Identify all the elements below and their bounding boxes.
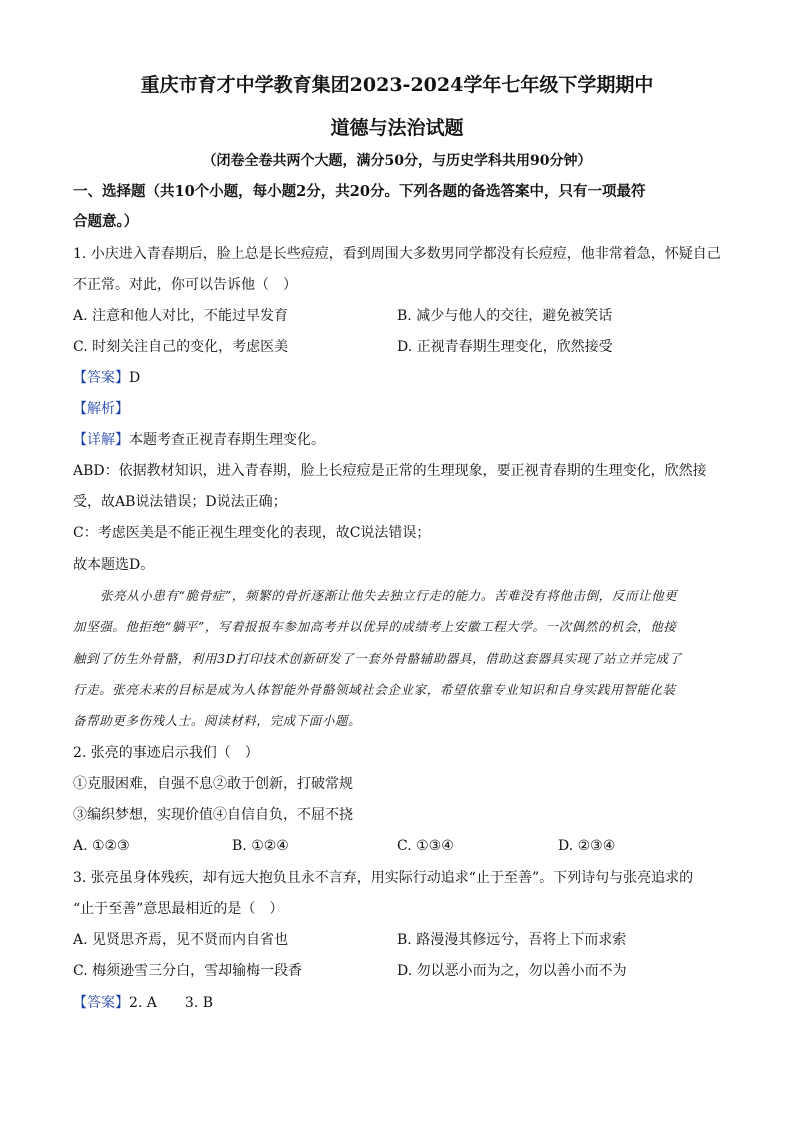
q3-answer [73, 993, 213, 1013]
q2-items-line1: ①克服困难，自强不息②敢于创新，打破常规 [73, 776, 353, 792]
detail-label: 【详解】 [73, 432, 129, 448]
passage-line3: 触到了仿生外骨骼，利用3D打印技术创新研发了一套外骨骼辅助器具，借助这套器具实现了站立并完成了 [73, 651, 682, 666]
answer-label: 【答案】 [73, 995, 129, 1011]
section1-heading-line1: 一、选择题（共10个小题，每小题2分，共20分。下列各题的备选答案中，只有一项最符 [73, 183, 646, 200]
q1-explanation-line2: 受，故AB说法错误；D说法正确； [73, 494, 287, 510]
analysis-label: 【解析】 [73, 401, 129, 417]
q2-option-d: D. ②③④ [558, 838, 616, 854]
answer-value: 2. A 3. B [129, 995, 214, 1011]
q1-explanation-line3: C：考虑医美是不能正视生理变化的表现，故C说法错误； [73, 525, 431, 541]
q1-option-c: C. 时刻关注自己的变化，考虑医美 [73, 339, 289, 355]
exam-note: （闭卷全卷共两个大题，满分50分，与历史学科共用90分钟） [202, 153, 592, 169]
q1-stem-line2: 不正常。对此，你可以告诉他（ ） [73, 277, 297, 293]
passage-line4: 行走。张亮未来的目标是成为人体智能外骨骼领域社会企业家，希望依靠专业知识和自身实践用智能化装 [73, 682, 676, 697]
q2-option-c: C. ①③④ [397, 838, 454, 854]
detail-text: 本题考查正视青春期生理变化。 [129, 432, 325, 448]
exam-title-line1: 重庆市育才中学教育集团2023-2024学年七年级下学期期中 [140, 74, 654, 96]
q1-detail [73, 430, 325, 450]
q3-option-b: B. 路漫漫其修远兮，吾将上下而求索 [397, 932, 627, 948]
q1-answer [73, 368, 140, 388]
q2-option-b: B. ①②④ [232, 838, 289, 854]
q3-stem-line1: 3. 张亮虽身体残疾，却有远大抱负且永不言弃，用实际行动追求“止于至善”。下列诗句与张亮追求的 [73, 870, 694, 886]
exam-title-line2: 道德与法治试题 [330, 117, 464, 139]
q1-stem-line1: 1. 小庆进入青春期后，脸上总是长些痘痘，看到周围大多数男同学都没有长痘痘，他非常着急，怀疑自己 [73, 246, 721, 262]
q2-stem: 2. 张亮的事迹启示我们（ ） [73, 745, 259, 761]
passage-line2: 加坚强。他拒绝“躺平”，写着报报车参加高考并以优异的成绩考上安徽工程大学。一次偶然的机会，他接 [73, 619, 677, 634]
answer-label: 【答案】 [73, 370, 129, 386]
section1-heading-line2: 合题意。） [73, 213, 139, 230]
q3-stem-line2: “止于至善”意思最相近的是（ ） [73, 901, 284, 917]
q1-explanation-line1: ABD：依据教材知识，进入青春期，脸上长痘痘是正常的生理现象，要正视青春期的生理变化，欣然接 [73, 463, 707, 479]
q1-option-a: A. 注意和他人对比，不能过早发育 [73, 308, 289, 324]
q1-option-b: B. 减少与他人的交往，避免被笑话 [397, 308, 613, 324]
q1-explanation-line4: 故本题选D。 [73, 557, 155, 573]
passage-line1: 张亮从小患有“脆骨症”，频繁的骨折逐渐让他失去独立行走的能力。苦难没有将他击倒，反而让他更 [100, 588, 678, 603]
q3-option-d: D. 勿以恶小而为之，勿以善小而不为 [397, 963, 627, 979]
q2-items-line2: ③编织梦想，实现价值④自信自负，不屈不挠 [73, 807, 353, 823]
q1-option-d: D. 正视青春期生理变化，欣然接受 [397, 339, 613, 355]
answer-value: D [129, 370, 141, 386]
q3-option-c: C. 梅须逊雪三分白，雪却输梅一段香 [73, 963, 303, 979]
q3-option-a: A. 见贤思齐焉，见不贤而内自省也 [73, 932, 289, 948]
passage-line5: 备帮助更多伤残人士。阅读材料，完成下面小题。 [73, 713, 362, 728]
q2-option-a: A. ①②③ [73, 838, 130, 854]
